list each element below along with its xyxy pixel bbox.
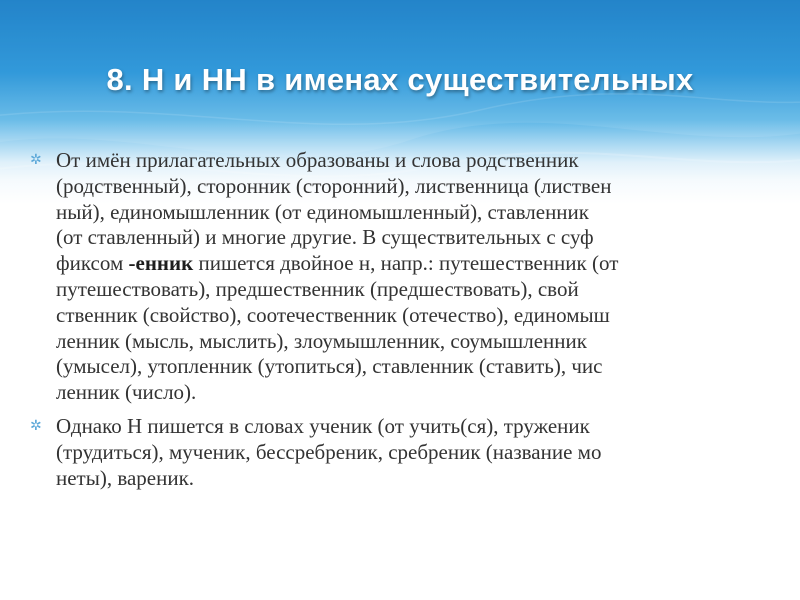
text-line: ный), единомышленник (от единомышленный), ставленник xyxy=(56,199,589,224)
text-line: неты), вареник. xyxy=(56,465,195,490)
text-fragment: пишется двойное н, напр.: путешественник (от xyxy=(193,251,619,276)
text-line: (трудиться), мученик, бессребреник, сребреник (название мо xyxy=(56,439,602,464)
bullet-icon: ✲ xyxy=(30,153,42,168)
text-line: ственник (свойство), соотечественник (отечество), единомыш xyxy=(56,302,610,327)
text-line: (родственный), сторонник (сторонний), лиственница (листвен xyxy=(56,173,612,198)
text-line: ленник (число). xyxy=(56,380,197,405)
paragraph-2 xyxy=(30,414,780,491)
text-line: (умысел), утопленник (утопиться), ставленник (ставить), чис xyxy=(56,354,603,379)
text-fragment: фиксом xyxy=(56,251,129,276)
slide-title: 8. Н и НН в именах существительных xyxy=(106,62,694,97)
text-line: От имён прилагательных образованы и слова родственник xyxy=(56,148,579,172)
text-line: Однако Н пишется в словах ученик (от учить(ся), труженик xyxy=(56,413,590,438)
text-line: (от ставленный) и многие другие. В существительных с суф xyxy=(56,225,594,250)
slide-body xyxy=(30,148,780,499)
text-line: путешествовать), предшественник (предшествовать), свой xyxy=(56,276,579,301)
text-line: ленник (мысль, мыслить), злоумышленник, соумышленник xyxy=(56,328,587,353)
paragraph-1 xyxy=(30,148,780,406)
text-line xyxy=(56,251,780,277)
bullet-icon: ✲ xyxy=(30,418,42,434)
suffix-highlight: -енник xyxy=(128,251,194,276)
